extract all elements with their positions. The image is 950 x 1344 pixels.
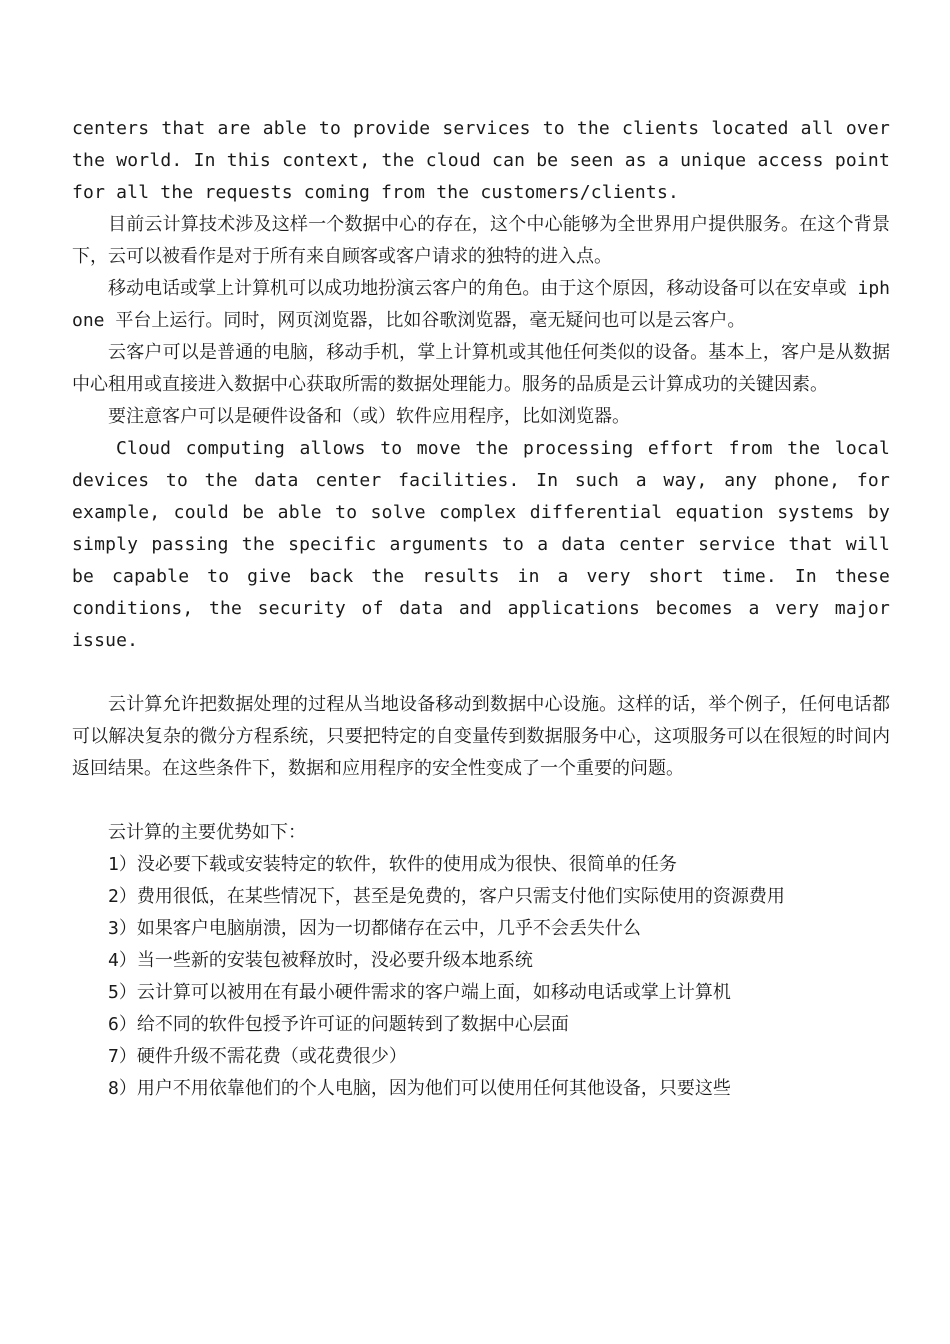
paragraph-client-devices-cn: 云客户可以是普通的电脑，移动手机，掌上计算机或其他任何类似的设备。基本上，客户是从数据中心租用或直接进入数据中心获取所需的数据处理能力。服务的品质是云计算成功的关键因素。 (72, 342, 890, 395)
paragraph-client-note-cn: 要注意客户可以是硬件设备和（或）软件应用程序，比如浏览器。 (108, 406, 630, 427)
paragraph-processing-cn: 云计算允许把数据处理的过程从当地设备移动到数据中心设施。这样的话，举个例子，任何电话都可以解决复杂的微分方程系统，只要把特定的自变量传到数据服务中心，这项服务可以在很短的时间内返回结果。在这些条件下，数据和应用程序的安全性变成了一个重要的问题。 (72, 694, 890, 779)
advantage-item: 6）给不同的软件包授予许可证的问题转到了数据中心层面 (108, 1014, 569, 1035)
paragraph-gap (72, 657, 890, 689)
paragraph-mobile-client-cn: 移动电话或掌上计算机可以成功地扮演云客户的角色。由于这个原因，移动设备可以在安卓或 iphone 平台上运行。同时，网页浏览器，比如谷歌浏览器，毫无疑问也可以是云客户。 (72, 278, 890, 331)
advantages-heading: 云计算的主要优势如下： (108, 822, 306, 843)
advantage-item: 2）费用很低，在某些情况下，甚至是免费的，客户只需支付他们实际使用的资源费用 (108, 886, 785, 907)
paragraph-continuation-en: centers that are able to provide services to the clients located all over the world. In this context, the cloud can be seen as a unique access point for all the requests coming from the customers/clients. (72, 118, 890, 203)
paragraph-gap (72, 785, 890, 817)
advantage-item: 8）用户不用依靠他们的个人电脑，因为他们可以使用任何其他设备，只要这些 (108, 1078, 731, 1099)
document-page (72, 113, 890, 1105)
advantage-item: 5）云计算可以被用在有最小硬件需求的客户端上面，如移动电话或掌上计算机 (108, 982, 731, 1003)
paragraph-data-center-cn: 目前云计算技术涉及这样一个数据中心的存在，这个中心能够为全世界用户提供服务。在这个背景下，云可以被看作是对于所有来自顾客或客户请求的独特的进入点。 (72, 214, 890, 267)
advantage-item: 3）如果客户电脑崩溃，因为一切都储存在云中，几乎不会丢失什么 (108, 918, 641, 939)
advantage-item: 4）当一些新的安装包被释放时，没必要升级本地系统 (108, 950, 533, 971)
advantage-item: 7）硬件升级不需花费（或花费很少） (108, 1046, 407, 1067)
paragraph-processing-en: Cloud computing allows to move the processing effort from the local devices to the data center facilities. In such a way, any phone, for example, could be able to solve complex differential equation systems by simply passing the specific arguments to a data center service that will be capable to give back the results in a very short time. In these conditions, the security of data and applications becomes a very major issue. (72, 438, 890, 651)
advantage-item: 1）没必要下载或安装特定的软件，软件的使用成为很快、很简单的任务 (108, 854, 677, 875)
